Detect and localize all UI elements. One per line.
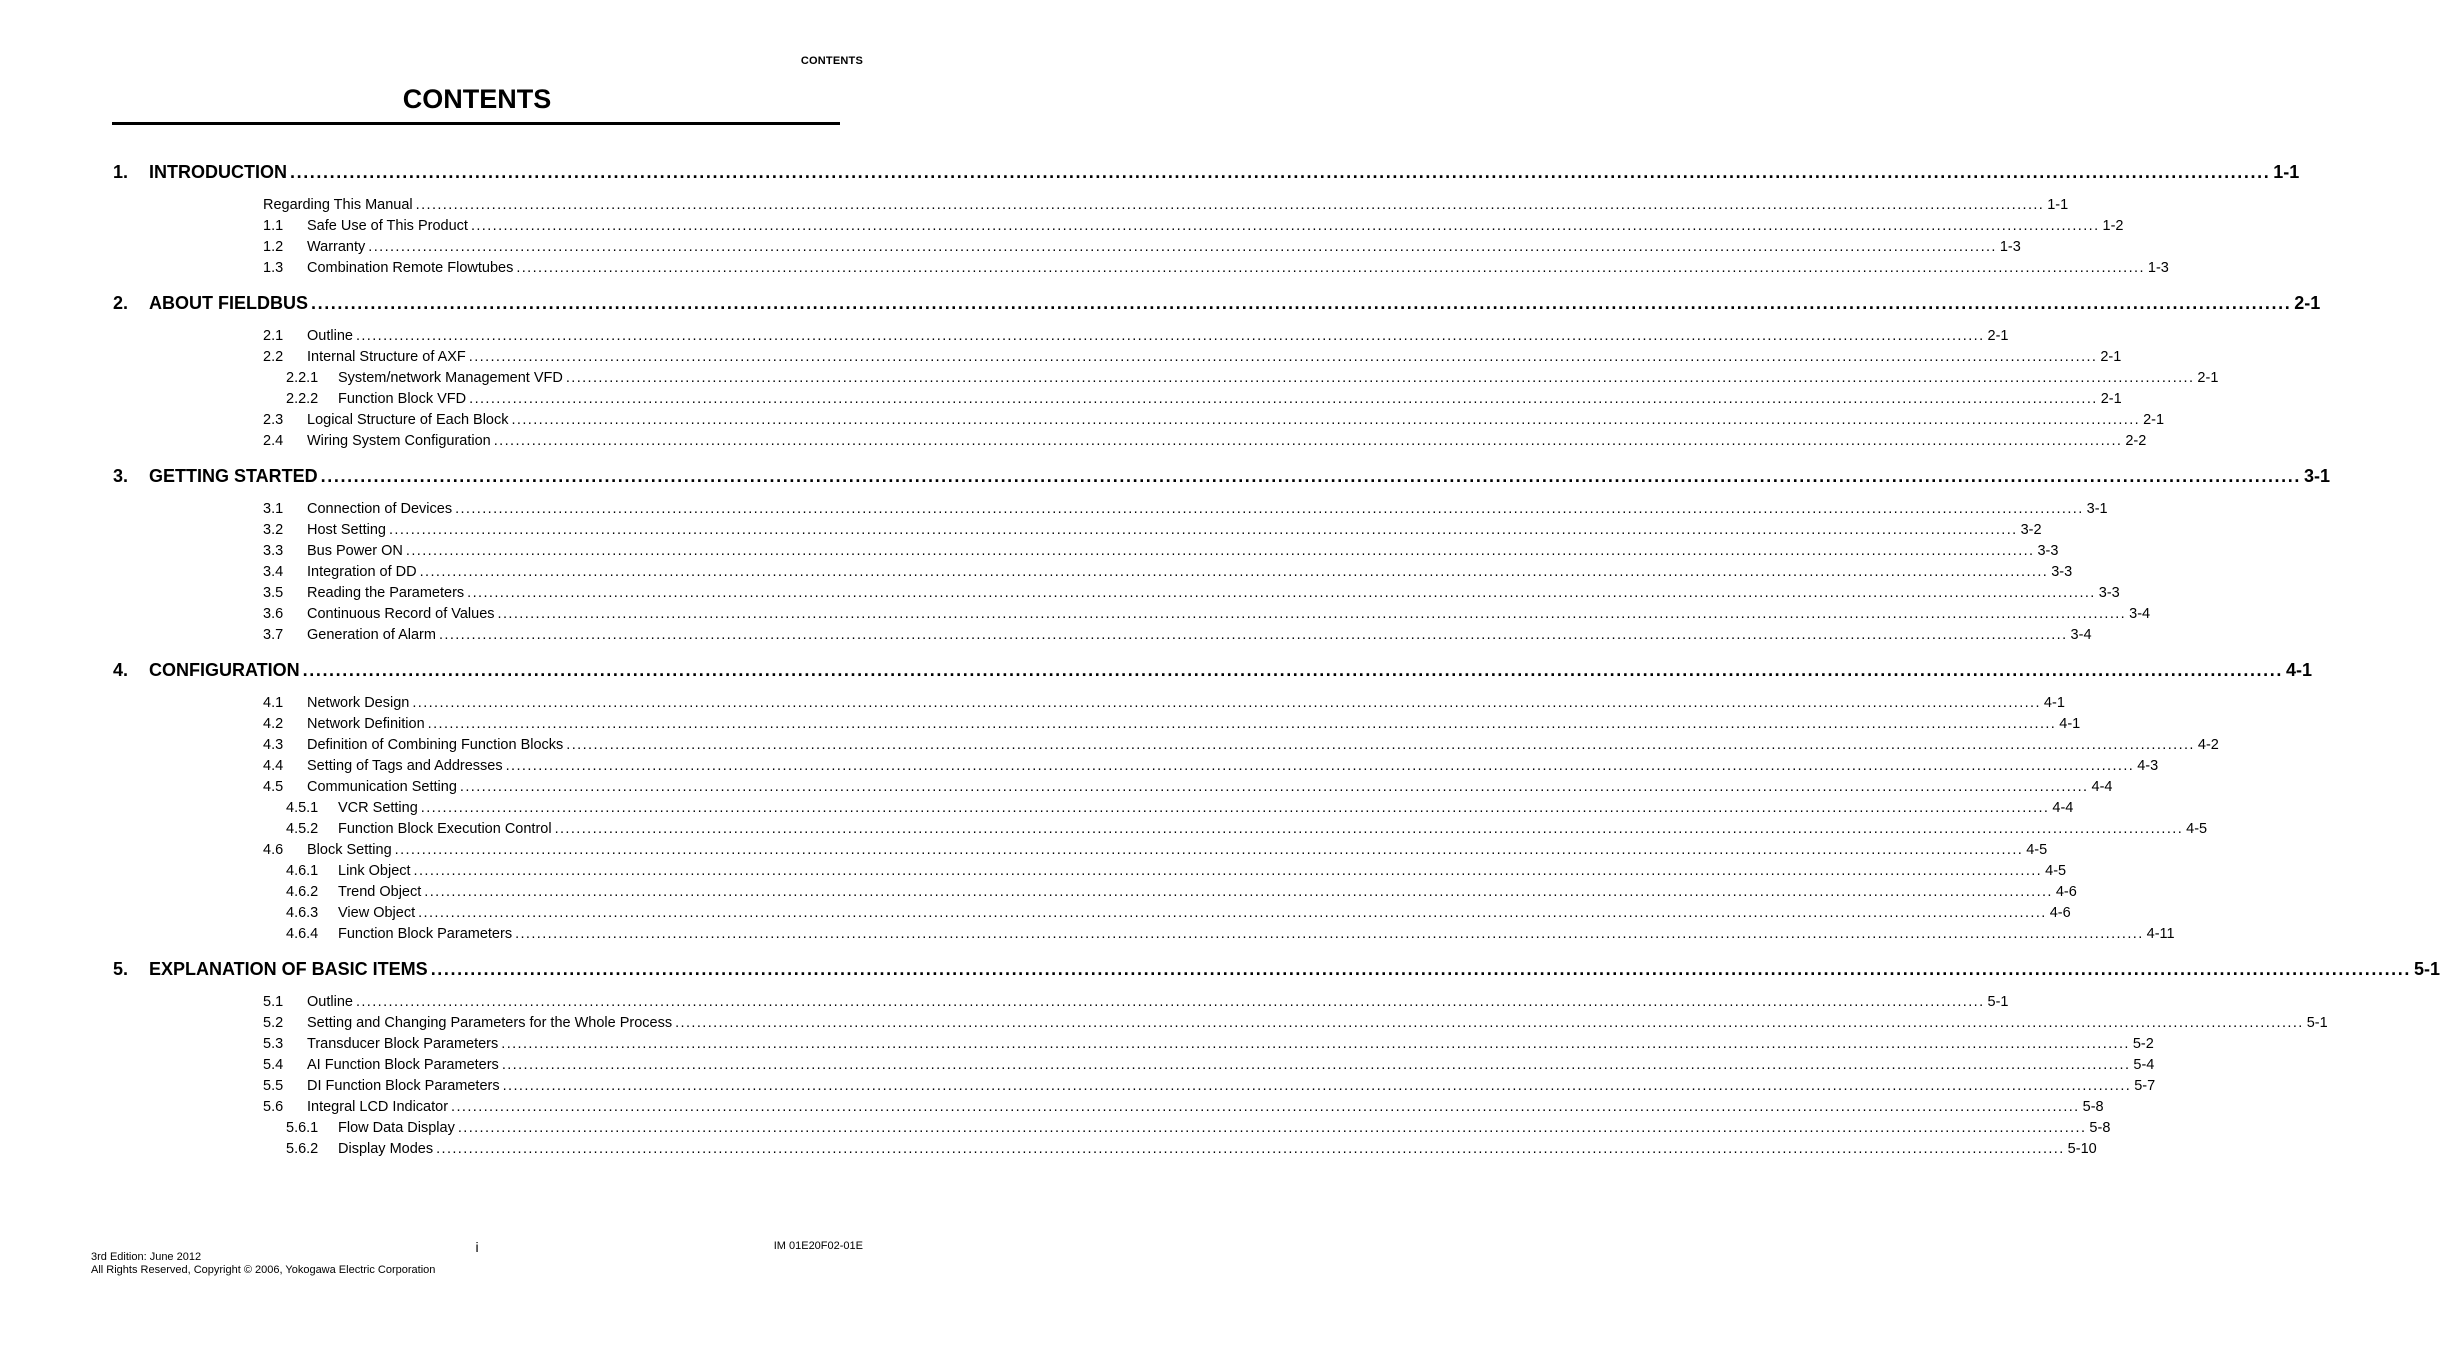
- entry-number: 4.5.2: [286, 821, 319, 837]
- entry-page: 5-1: [1987, 994, 2009, 1010]
- toc-section: [0, 160, 2300, 284]
- toc-entry[interactable]: [0, 1035, 2154, 1056]
- section-page: 1-1: [2273, 162, 2300, 182]
- entry-page: 4-4: [2052, 800, 2074, 816]
- entry-page: 4-5: [2026, 842, 2048, 858]
- entry-page: 4-6: [2055, 884, 2077, 900]
- entry-number: 3.6: [263, 606, 284, 622]
- entry-number: 5.4: [263, 1057, 284, 1073]
- dot-leader: ............................................................................................................................................................................................................................................................................................................: [405, 543, 2035, 559]
- entry-number: 2.1: [263, 328, 284, 344]
- entry-title: Combination Remote Flowtubes: [307, 260, 514, 276]
- dot-leader: ............................................................................................................................................................................................................................................................................................................: [459, 779, 2089, 795]
- entry-number: 1.3: [263, 260, 284, 276]
- dot-leader: ............................................................................................................................................................................................................................................................................................................: [467, 585, 2096, 601]
- entry-title: AI Function Block Parameters: [307, 1057, 499, 1073]
- entry-page: 4-3: [2137, 758, 2159, 774]
- toc-entry[interactable]: [0, 369, 2219, 390]
- entry-number: 4.4: [263, 758, 284, 774]
- dot-leader: ............................................................................................................................................................................................................................................................................................................: [675, 1015, 2304, 1031]
- dot-leader: ............................................................................................................................................................................................................................................................................................................: [413, 863, 2043, 879]
- toc-section: [0, 658, 2312, 950]
- toc-entry[interactable]: [0, 348, 2122, 369]
- entry-number: 2.2: [263, 349, 284, 365]
- entry-number: 4.6.2: [286, 884, 319, 900]
- dot-leader: ............................................................................................................................................................................................................................................................................................................: [468, 349, 2098, 365]
- dot-leader: ............................................................................................................................................................................................................................................................................................................: [511, 412, 2141, 428]
- dot-leader: ............................................................................................................................................................................................................................................................................................................: [424, 884, 2053, 900]
- table-of-contents: [0, 160, 2440, 1172]
- toc-entry[interactable]: [0, 584, 2120, 605]
- section-number: 4.: [113, 660, 129, 680]
- entry-page: 2-1: [2100, 391, 2122, 407]
- entry-title: Trend Object: [338, 884, 422, 900]
- entry-page: 2-1: [2197, 370, 2219, 386]
- entry-title: Display Modes: [338, 1141, 434, 1157]
- toc-entry[interactable]: [0, 411, 2165, 432]
- title-rule: [112, 122, 840, 125]
- entry-title: Function Block VFD: [338, 391, 467, 407]
- dot-leader: ............................................................................................................................................................................................................................................................................................................: [455, 501, 2084, 517]
- dot-leader: ............................................................................................................................................................................................................................................................................................................: [290, 162, 2271, 182]
- dot-leader: ............................................................................................................................................................................................................................................................................................................: [419, 564, 2049, 580]
- dot-leader: ............................................................................................................................................................................................................................................................................................................: [420, 800, 2050, 816]
- toc-entry[interactable]: [0, 993, 2009, 1014]
- toc-entry[interactable]: [0, 1014, 2328, 1035]
- toc-entry[interactable]: [0, 563, 2073, 584]
- entry-number: 5.6: [263, 1099, 284, 1115]
- toc-entry[interactable]: [0, 238, 2021, 259]
- toc-section-heading[interactable]: [0, 658, 2312, 686]
- entry-number: 2.3: [263, 412, 284, 428]
- entry-title: Wiring System Configuration: [307, 433, 491, 449]
- entry-title: System/network Management VFD: [338, 370, 563, 386]
- entry-page: 2-1: [2100, 349, 2122, 365]
- entry-page: 5-7: [2134, 1078, 2156, 1094]
- entry-page: 5-4: [2133, 1057, 2155, 1073]
- entry-title: Integral LCD Indicator: [307, 1099, 449, 1115]
- entry-number: 4.5: [263, 779, 284, 795]
- toc-entry[interactable]: [0, 1140, 2097, 1161]
- edition-text: 3rd Edition: June 2012: [91, 1251, 202, 1263]
- entry-title: Setting and Changing Parameters for the Whole Process: [307, 1015, 673, 1031]
- toc-entry[interactable]: [0, 925, 2175, 946]
- section-page: 2-1: [2294, 293, 2321, 313]
- entry-number: 3.3: [263, 543, 284, 559]
- section-number: 3.: [113, 466, 129, 486]
- entry-page: 4-5: [2045, 863, 2067, 879]
- toc-entry[interactable]: [0, 778, 2113, 799]
- entry-title: Outline: [307, 994, 353, 1010]
- toc-section-heading[interactable]: [0, 160, 2300, 188]
- copyright-text: All Rights Reserved, Copyright © 2006, Yokogawa Electric Corporation: [91, 1264, 436, 1276]
- entry-page: 3-3: [2098, 585, 2120, 601]
- document-id: IM 01E20F02-01E: [773, 1240, 863, 1252]
- entry-page: 5-10: [2067, 1141, 2097, 1157]
- entry-number: 5.5: [263, 1078, 284, 1094]
- toc-entry[interactable]: [0, 736, 2219, 757]
- toc-entry[interactable]: [0, 799, 2074, 820]
- toc-entry[interactable]: [0, 883, 2077, 904]
- entry-title: Definition of Combining Function Blocks: [307, 737, 564, 753]
- entry-title: Reading the Parameters: [307, 585, 465, 601]
- dot-leader: ............................................................................................................................................................................................................................................................................................................: [505, 758, 2135, 774]
- dot-leader: ............................................................................................................................................................................................................................................................................................................: [415, 197, 2045, 213]
- entry-number: 1.1: [263, 218, 284, 234]
- toc-section-heading[interactable]: [0, 464, 2330, 492]
- toc-section-heading[interactable]: [0, 957, 2440, 985]
- entry-title: Bus Power ON: [307, 543, 403, 559]
- dot-leader: ............................................................................................................................................................................................................................................................................................................: [469, 391, 2098, 407]
- dot-leader: ............................................................................................................................................................................................................................................................................................................: [566, 737, 2195, 753]
- section-page: 3-1: [2303, 466, 2330, 486]
- entry-title: Logical Structure of Each Block: [307, 412, 509, 428]
- entry-number: 4.5.1: [286, 800, 319, 816]
- entry-title: Safe Use of This Product: [307, 218, 468, 234]
- entry-number: 5.6.2: [286, 1141, 319, 1157]
- dot-leader: ............................................................................................................................................................................................................................................................................................................: [438, 627, 2068, 643]
- dot-leader: ............................................................................................................................................................................................................................................................................................................: [427, 716, 2057, 732]
- entry-number: 5.3: [263, 1036, 284, 1052]
- page-number: i: [475, 1239, 479, 1255]
- entry-title: Transducer Block Parameters: [307, 1036, 499, 1052]
- toc-entry[interactable]: [0, 196, 2069, 217]
- entry-page: 4-6: [2049, 905, 2071, 921]
- entry-page: 1-2: [2102, 218, 2124, 234]
- toc-entry[interactable]: [0, 390, 2122, 411]
- toc-entry[interactable]: [0, 259, 2169, 280]
- footer: [91, 1251, 435, 1277]
- entry-title: View Object: [338, 905, 416, 921]
- dot-leader: ............................................................................................................................................................................................................................................................................................................: [430, 959, 2411, 979]
- toc-section: [0, 957, 2440, 1165]
- toc-section: [0, 464, 2330, 651]
- section-page: 4-1: [2285, 660, 2312, 680]
- entry-number: 3.1: [263, 501, 284, 517]
- entry-title: VCR Setting: [338, 800, 418, 816]
- toc-entry[interactable]: [0, 694, 2065, 715]
- entry-page: 2-1: [1987, 328, 2009, 344]
- entry-page: 1-3: [1999, 239, 2021, 255]
- entry-number: 5.2: [263, 1015, 284, 1031]
- toc-entry[interactable]: [0, 1056, 2155, 1077]
- entry-page: 3-2: [2020, 522, 2042, 538]
- toc-entry[interactable]: [0, 1119, 2111, 1140]
- entry-title: Host Setting: [307, 522, 386, 538]
- toc-section: [0, 291, 2321, 457]
- entry-title: Communication Setting: [307, 779, 457, 795]
- entry-page: 3-4: [2129, 606, 2151, 622]
- entry-page: 4-4: [2091, 779, 2113, 795]
- section-number: 1.: [113, 162, 129, 182]
- entry-page: 3-3: [2037, 543, 2059, 559]
- entry-number: 4.6.4: [286, 926, 319, 942]
- section-title: EXPLANATION OF BASIC ITEMS: [149, 959, 428, 979]
- dot-leader: ............................................................................................................................................................................................................................................................................................................: [311, 293, 2292, 313]
- entry-number: 4.3: [263, 737, 284, 753]
- entry-number: 3.7: [263, 627, 284, 643]
- entry-title: DI Function Block Parameters: [307, 1078, 500, 1094]
- dot-leader: ............................................................................................................................................................................................................................................................................................................: [451, 1099, 2080, 1115]
- entry-number: 3.2: [263, 522, 284, 538]
- entry-page: 5-8: [2082, 1099, 2104, 1115]
- entry-page: 3-1: [2086, 501, 2108, 517]
- entry-page: 4-1: [2043, 695, 2065, 711]
- dot-leader: ............................................................................................................................................................................................................................................................................................................: [320, 466, 2301, 486]
- entry-title: Integration of DD: [307, 564, 417, 580]
- dot-leader: ............................................................................................................................................................................................................................................................................................................: [554, 821, 2184, 837]
- entry-page: 5-8: [2089, 1120, 2111, 1136]
- section-title: CONFIGURATION: [149, 660, 300, 680]
- entry-page: 1-3: [2147, 260, 2169, 276]
- dot-leader: ............................................................................................................................................................................................................................................................................................................: [515, 926, 2144, 942]
- entry-title: Warranty: [307, 239, 366, 255]
- dot-leader: ............................................................................................................................................................................................................................................................................................................: [497, 606, 2127, 622]
- entry-title: Network Definition: [307, 716, 425, 732]
- entry-number: 2.4: [263, 433, 284, 449]
- toc-entry[interactable]: [0, 862, 2067, 883]
- entry-number: 2.2.1: [286, 370, 319, 386]
- toc-entry[interactable]: [0, 841, 2048, 862]
- entry-title: Connection of Devices: [307, 501, 453, 517]
- entry-number: 5.1: [263, 994, 284, 1010]
- entry-page: 4-11: [2146, 926, 2175, 942]
- entry-number: 1.2: [263, 239, 284, 255]
- dot-leader: ............................................................................................................................................................................................................................................................................................................: [516, 260, 2145, 276]
- section-title: ABOUT FIELDBUS: [149, 293, 308, 313]
- entry-title: Internal Structure of AXF: [307, 349, 466, 365]
- toc-entry[interactable]: [0, 521, 2042, 542]
- toc-entry[interactable]: [0, 1098, 2104, 1119]
- entry-page: 5-1: [2306, 1015, 2328, 1031]
- entry-page: 3-4: [2070, 627, 2092, 643]
- entry-title: Network Design: [307, 695, 410, 711]
- entry-title: Continuous Record of Values: [307, 606, 495, 622]
- toc-entry[interactable]: [0, 820, 2208, 841]
- dot-leader: ............................................................................................................................................................................................................................................................................................................: [418, 905, 2047, 921]
- entry-number: 4.6.3: [286, 905, 319, 921]
- entry-number: 4.6.1: [286, 863, 319, 879]
- dot-leader: ............................................................................................................................................................................................................................................................................................................: [394, 842, 2024, 858]
- dot-leader: ............................................................................................................................................................................................................................................................................................................: [302, 660, 2283, 680]
- dot-leader: ............................................................................................................................................................................................................................................................................................................: [501, 1036, 2130, 1052]
- entry-title: Setting of Tags and Addresses: [307, 758, 503, 774]
- entry-page: 5-2: [2132, 1036, 2154, 1052]
- entry-title: Flow Data Display: [338, 1120, 455, 1136]
- entry-title: Function Block Parameters: [338, 926, 513, 942]
- entry-page: 3-3: [2051, 564, 2073, 580]
- dot-leader: ............................................................................................................................................................................................................................................................................................................: [389, 522, 2018, 538]
- entry-number: 3.5: [263, 585, 284, 601]
- entry-number: 4.6: [263, 842, 284, 858]
- toc-entry[interactable]: [0, 542, 2059, 563]
- page-title: CONTENTS: [402, 84, 552, 114]
- entry-page: 4-1: [2059, 716, 2081, 732]
- dot-leader: ............................................................................................................................................................................................................................................................................................................: [470, 218, 2100, 234]
- section-number: 5.: [113, 959, 129, 979]
- toc-entry[interactable]: [0, 605, 2151, 626]
- section-title: INTRODUCTION: [149, 162, 287, 182]
- entry-title: Function Block Execution Control: [338, 821, 552, 837]
- section-title: GETTING STARTED: [149, 466, 318, 486]
- entry-page: 2-2: [2125, 433, 2147, 449]
- toc-section-heading[interactable]: [0, 291, 2321, 319]
- entry-title: Generation of Alarm: [307, 627, 436, 643]
- dot-leader: ............................................................................................................................................................................................................................................................................................................: [457, 1120, 2087, 1136]
- entry-number: 4.1: [263, 695, 284, 711]
- toc-entry[interactable]: [0, 500, 2108, 521]
- dot-leader: ............................................................................................................................................................................................................................................................................................................: [565, 370, 2195, 386]
- toc-entry[interactable]: [0, 327, 2009, 348]
- toc-entry[interactable]: [0, 904, 2071, 925]
- running-header: CONTENTS: [800, 55, 863, 67]
- entry-title: Regarding This Manual: [263, 197, 413, 213]
- entry-number: 3.4: [263, 564, 284, 580]
- entry-title: Outline: [307, 328, 353, 344]
- toc-entry[interactable]: [0, 626, 2092, 647]
- dot-leader: ............................................................................................................................................................................................................................................................................................................: [436, 1141, 2065, 1157]
- entry-page: 4-2: [2197, 737, 2219, 753]
- dot-leader: ............................................................................................................................................................................................................................................................................................................: [502, 1078, 2132, 1094]
- dot-leader: ............................................................................................................................................................................................................................................................................................................: [355, 994, 1985, 1010]
- toc-entry[interactable]: [0, 715, 2081, 736]
- dot-leader: ............................................................................................................................................................................................................................................................................................................: [493, 433, 2123, 449]
- dot-leader: ............................................................................................................................................................................................................................................................................................................: [355, 328, 1985, 344]
- dot-leader: ............................................................................................................................................................................................................................................................................................................: [412, 695, 2041, 711]
- entry-page: 1-1: [2047, 197, 2069, 213]
- toc-entry[interactable]: [0, 757, 2159, 778]
- entry-number: 4.2: [263, 716, 284, 732]
- toc-entry[interactable]: [0, 1077, 2156, 1098]
- dot-leader: ............................................................................................................................................................................................................................................................................................................: [501, 1057, 2131, 1073]
- entry-number: 2.2.2: [286, 391, 319, 407]
- entry-title: Link Object: [338, 863, 411, 879]
- entry-title: Block Setting: [307, 842, 392, 858]
- dot-leader: ............................................................................................................................................................................................................................................................................................................: [368, 239, 1997, 255]
- section-number: 2.: [113, 293, 129, 313]
- toc-entry[interactable]: [0, 432, 2147, 453]
- toc-entry[interactable]: [0, 217, 2124, 238]
- entry-page: 2-1: [2143, 412, 2165, 428]
- entry-number: 5.6.1: [286, 1120, 319, 1136]
- entry-page: 4-5: [2186, 821, 2208, 837]
- section-page: 5-1: [2413, 959, 2440, 979]
